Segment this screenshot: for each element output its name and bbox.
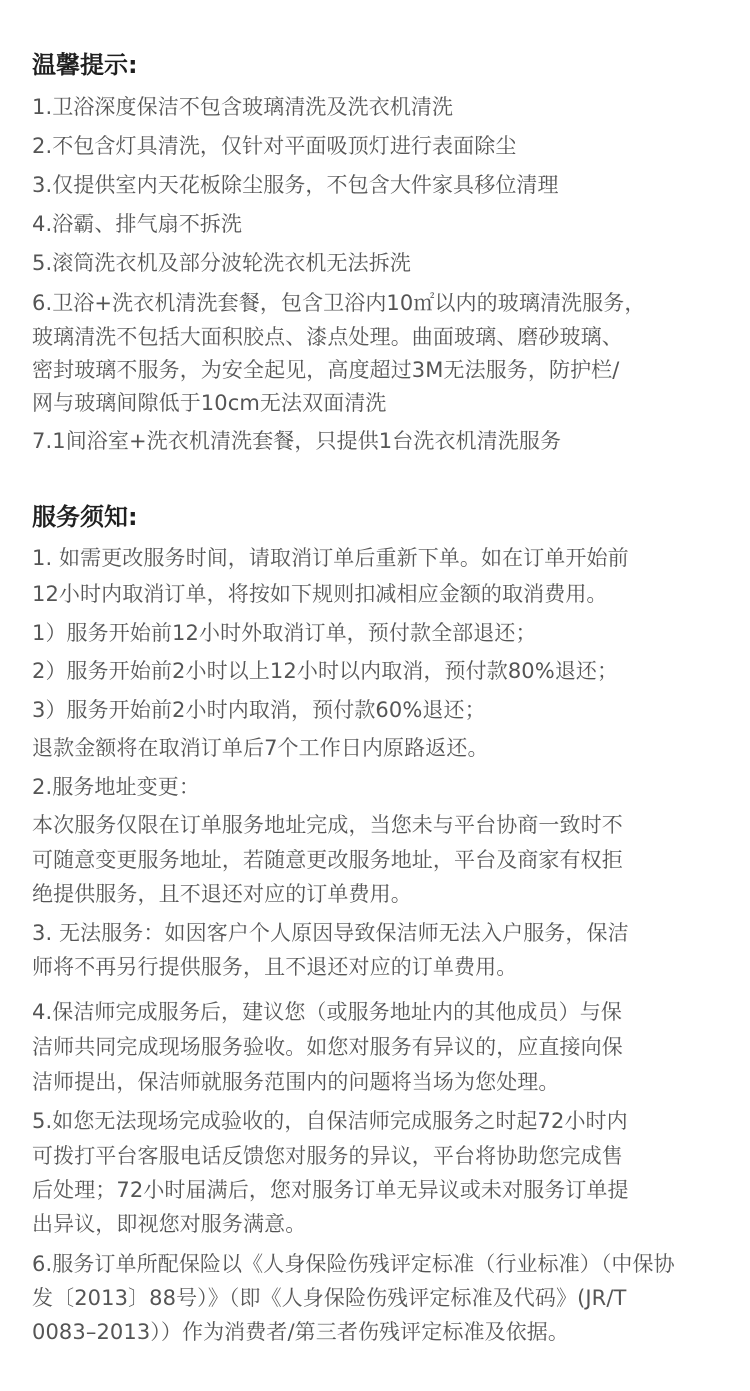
notice-item: 洁师共同完成现场服务验收。如您对服务有异议的，应直接向保 <box>32 1035 623 1059</box>
notice-item: 1）服务开始前12小时外取消订单，预付款全部退还； <box>32 621 537 645</box>
notice-item: 2）服务开始前2小时以上12小时以内取消，预付款80%退还； <box>32 659 619 683</box>
notice-item: 5.如您无法现场完成验收的，自保洁师完成服务之时起72小时内 <box>32 1109 628 1133</box>
notice-item: 本次服务仅限在订单服务地址完成，当您未与平台协商一致时不 <box>32 813 623 837</box>
notice-item: 3. 无法服务：如因客户个人原因导致保洁师无法入户服务，保洁 <box>32 921 629 945</box>
tips-title: 温馨提示: <box>32 51 138 79</box>
notice-item: 师将不再另行提供服务，且不退还对应的订单费用。 <box>32 955 518 979</box>
notice-item: 发〔2013〕88号）》（即《人身保险伤残评定标准及代码》(JR/T <box>32 1286 627 1310</box>
notice-item: 后处理；72小时届满后，您对服务订单无异议或未对服务订单提 <box>32 1178 629 1202</box>
notice-item: 洁师提出，保洁师就服务范围内的问题将当场为您处理。 <box>32 1070 560 1094</box>
tips-item: 网与玻璃间隙低于10cm无法双面清洗 <box>32 391 387 415</box>
notice-item: 退款金额将在取消订单后7个工作日内原路返还。 <box>32 736 489 760</box>
notice-item: 12小时内取消订单，将按如下规则扣减相应金额的取消费用。 <box>32 582 608 606</box>
notice-item: 6.服务订单所配保险以《人身保险伤残评定标准（行业标准）（中保协 <box>32 1252 675 1276</box>
tips-item: 1.卫浴深度保洁不包含玻璃清洗及洗衣机清洗 <box>32 95 454 119</box>
tips-item: 玻璃清洗不包括大面积胶点、漆点处理。曲面玻璃、磨砂玻璃、 <box>32 325 623 349</box>
tips-item: 4.浴霸、排气扇不拆洗 <box>32 212 243 236</box>
tips-item: 7.1间浴室+洗衣机清洗套餐，只提供1台洗衣机清洗服务 <box>32 429 562 453</box>
notice-item: 2.服务地址变更： <box>32 775 200 799</box>
notice-item: 0083–2013））作为消费者/第三者伤残评定标准及依据。 <box>32 1320 569 1344</box>
notice-item: 出异议，即视您对服务满意。 <box>32 1212 307 1236</box>
notice-item: 1. 如需更改服务时间，请取消订单后重新下单。如在订单开始前 <box>32 546 629 570</box>
tips-item: 2.不包含灯具清洗，仅针对平面吸顶灯进行表面除尘 <box>32 134 517 158</box>
notice-item: 可随意变更服务地址，若随意更改服务地址，平台及商家有权拒 <box>32 848 623 872</box>
notice-item: 可拨打平台客服电话反馈您对服务的异议，平台将协助您完成售 <box>32 1144 623 1168</box>
notice-title: 服务须知: <box>32 503 138 531</box>
notice-item: 3）服务开始前2小时内取消，预付款60%退还； <box>32 698 486 722</box>
notice-item: 4.保洁师完成服务后，建议您（或服务地址内的其他成员）与保 <box>32 1000 622 1024</box>
tips-item: 密封玻璃不服务，为安全起见，高度超过3M无法服务，防护栏/ <box>32 358 620 382</box>
tips-item: 5.滚筒洗衣机及部分波轮洗衣机无法拆洗 <box>32 251 411 275</box>
tips-item: 6.卫浴+洗衣机清洗套餐，包含卫浴内10㎡以内的玻璃清洗服务， <box>32 291 646 315</box>
notice-item: 绝提供服务，且不退还对应的订单费用。 <box>32 882 412 906</box>
tips-item: 3.仅提供室内天花板除尘服务，不包含大件家具移位清理 <box>32 173 559 197</box>
